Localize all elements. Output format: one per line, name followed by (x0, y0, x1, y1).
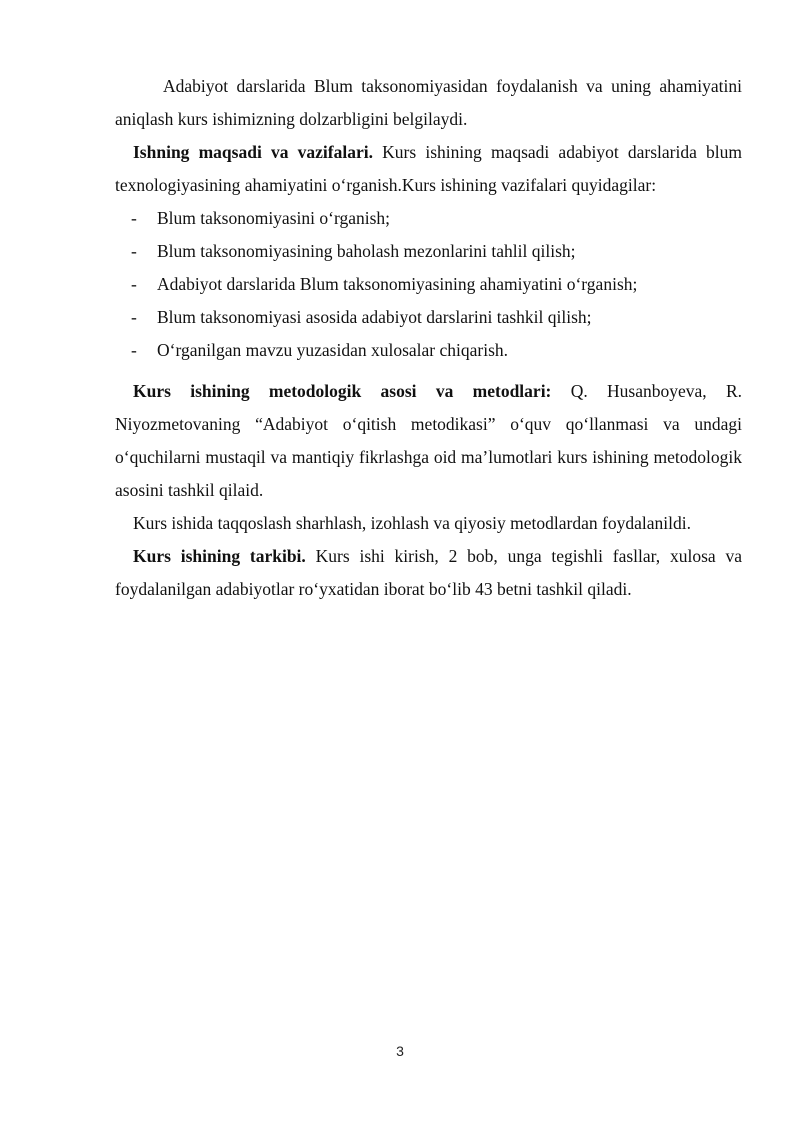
list-item-text: Blum taksonomiyasining baholash mezonlarini tahlil qilish; (157, 241, 576, 261)
list-item-text: O‘rganilgan mavzu yuzasidan xulosalar chiqarish. (157, 340, 509, 360)
goals-paragraph (115, 136, 742, 202)
list-item-text: Blum taksonomiyasi asosida adabiyot darslarini tashkil qilish; (157, 307, 592, 327)
list-item (115, 268, 742, 301)
structure-text: Kurs ishi kirish, 2 bob, unga tegishli fasllar, xulosa va foydalanilgan adabiyotlar ro‘yxatidan iborat bo‘lib 43 betni tashkil qiladi. (115, 546, 742, 599)
list-bullet: - (131, 241, 137, 261)
spacer (115, 367, 742, 375)
list-item-text: Blum taksonomiyasini o‘rganish; (157, 208, 391, 228)
goals-heading: Ishning maqsadi va vazifalari. (133, 142, 373, 162)
tasks-list (115, 202, 742, 367)
list-bullet: - (131, 307, 137, 327)
list-bullet: - (131, 208, 137, 228)
methodology-heading: Kurs ishining metodologik asosi va metodlari: (133, 381, 552, 401)
goals-text: Kurs ishining maqsadi adabiyot darslarida blum texnologiyasining ahamiyatini o‘rganish.Kurs ishining vazifalari quyidagilar: (115, 142, 742, 195)
list-bullet: - (131, 274, 137, 294)
list-item (115, 202, 742, 235)
methods-paragraph: Kurs ishida taqqoslash sharhlash, izohlash va qiyosiy metodlardan foydalanildi. (133, 513, 691, 533)
list-item (115, 235, 742, 268)
structure-paragraph (115, 540, 742, 606)
list-bullet: - (131, 340, 137, 360)
structure-heading: Kurs ishining tarkibi. (133, 546, 306, 566)
page-number: 3 (396, 1043, 404, 1059)
list-item-text: Adabiyot darslarida Blum taksonomiyasining ahamiyatini o‘rganish; (157, 274, 638, 294)
list-item (115, 334, 742, 367)
document-page (115, 70, 742, 606)
intro-paragraph: Adabiyot darslarida Blum taksonomiyasidan foydalanish va uning ahamiyatini aniqlash kurs ishimizning dolzarbligini belgilaydi. (115, 76, 742, 129)
methodology-text: Q. Husanboyeva, R. Niyozmetovaning “Adabiyot o‘qitish metodikasi” o‘quv qo‘llanmasi va undagi o‘quchilarni mustaqil va mantiqiy fikrlashga oid ma’lumotlari kurs ishining metodologik asosini tashkil qilaid. (115, 381, 743, 500)
list-item (115, 301, 742, 334)
methodology-paragraph (115, 375, 742, 507)
